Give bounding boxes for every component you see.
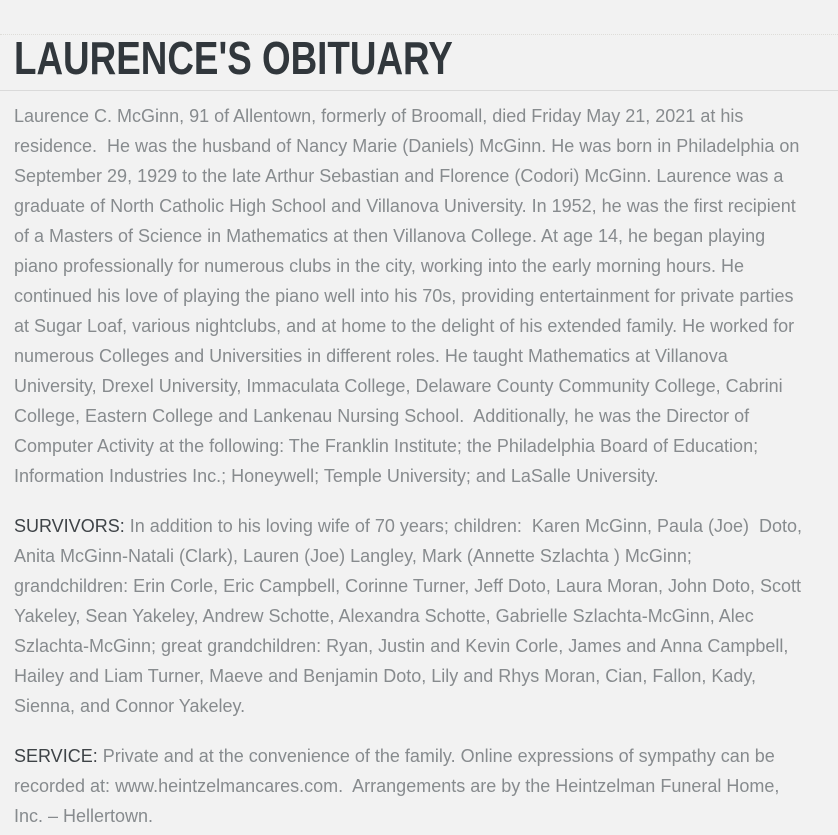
bio-paragraph: Laurence C. McGinn, 91 of Allentown, formerly of Broomall, died Friday May 21, 2021 at his residence. He was the husband of Nancy Marie (Daniels) McGinn. He was born in Philadelphia on September 29, 1929 to the late Arthur Sebastian and Florence (Codori) McGinn. Laurence was a graduate of North Catholic High School and Villanova University. In 1952, he was the first recipient of a Masters of Science in Mathematics at then Villanova College. At age 14, he began playing piano professionally for numerous clubs in the city, working into the early morning hours. He continued his love of playing the piano well into his 70s, providing entertainment for private parties at Sugar Loaf, various nightclubs, and at home to the delight of his extended family. He worked for numerous Colleges and Universities in different roles. He taught Mathematics at Villanova University, Drexel University, Immaculata College, Delaware County Community College, Cabrini College, Eastern College and Lankenau Nursing School. Additionally, he was the Director of Computer Activity at the following: The Franklin Institute; the Philadelphia Board of Education; Information Industries Inc.; Honeywell; Temple University; and LaSalle University. bbox=[14, 106, 805, 486]
service-text-after: . Arrangements are by the Heintzelman Funeral Home, Inc. – Hellertown. bbox=[14, 776, 785, 826]
obituary-body bbox=[0, 101, 838, 831]
title-divider bbox=[0, 90, 838, 91]
service-text-before: Private and at the convenience of the family. Online expressions of sympathy can be recorded at: bbox=[14, 746, 780, 796]
survivors-paragraph bbox=[14, 511, 807, 721]
survivors-text: In addition to his loving wife of 70 years; children: Karen McGinn, Paula (Joe) Doto, Anita McGinn-Natali (Clark), Lauren (Joe) Langley, Mark (Annette Szlachta ) McGinn; grandchildren: Erin Corle, Eric Campbell, Corinne Turner, Jeff Doto, Laura Moran, John Doto, Scott Yakeley, Sean Yakeley, Andrew Schotte, Alexandra Schotte, Gabrielle Szlachta-McGinn, Alec Szlachta-McGinn; great grandchildren: Ryan, Justin and Kevin Corle, James and Anna Campbell, Hailey and Liam Turner, Maeve and Benjamin Doto, Lily and Rhys Moran, Cian, Fallon, Kady, Sienna, and Connor Yakeley. bbox=[14, 516, 807, 716]
service-label: SERVICE: bbox=[14, 746, 98, 766]
title-block bbox=[0, 32, 838, 84]
website-url: www.heintzelmancares.com bbox=[115, 776, 339, 796]
obituary-title bbox=[14, 32, 804, 84]
obituary-section bbox=[0, 34, 838, 831]
survivors-label: SURVIVORS: bbox=[14, 516, 125, 536]
obituary-title-text: LAURENCE'S OBITUARY bbox=[14, 32, 453, 84]
service-paragraph bbox=[14, 741, 804, 831]
